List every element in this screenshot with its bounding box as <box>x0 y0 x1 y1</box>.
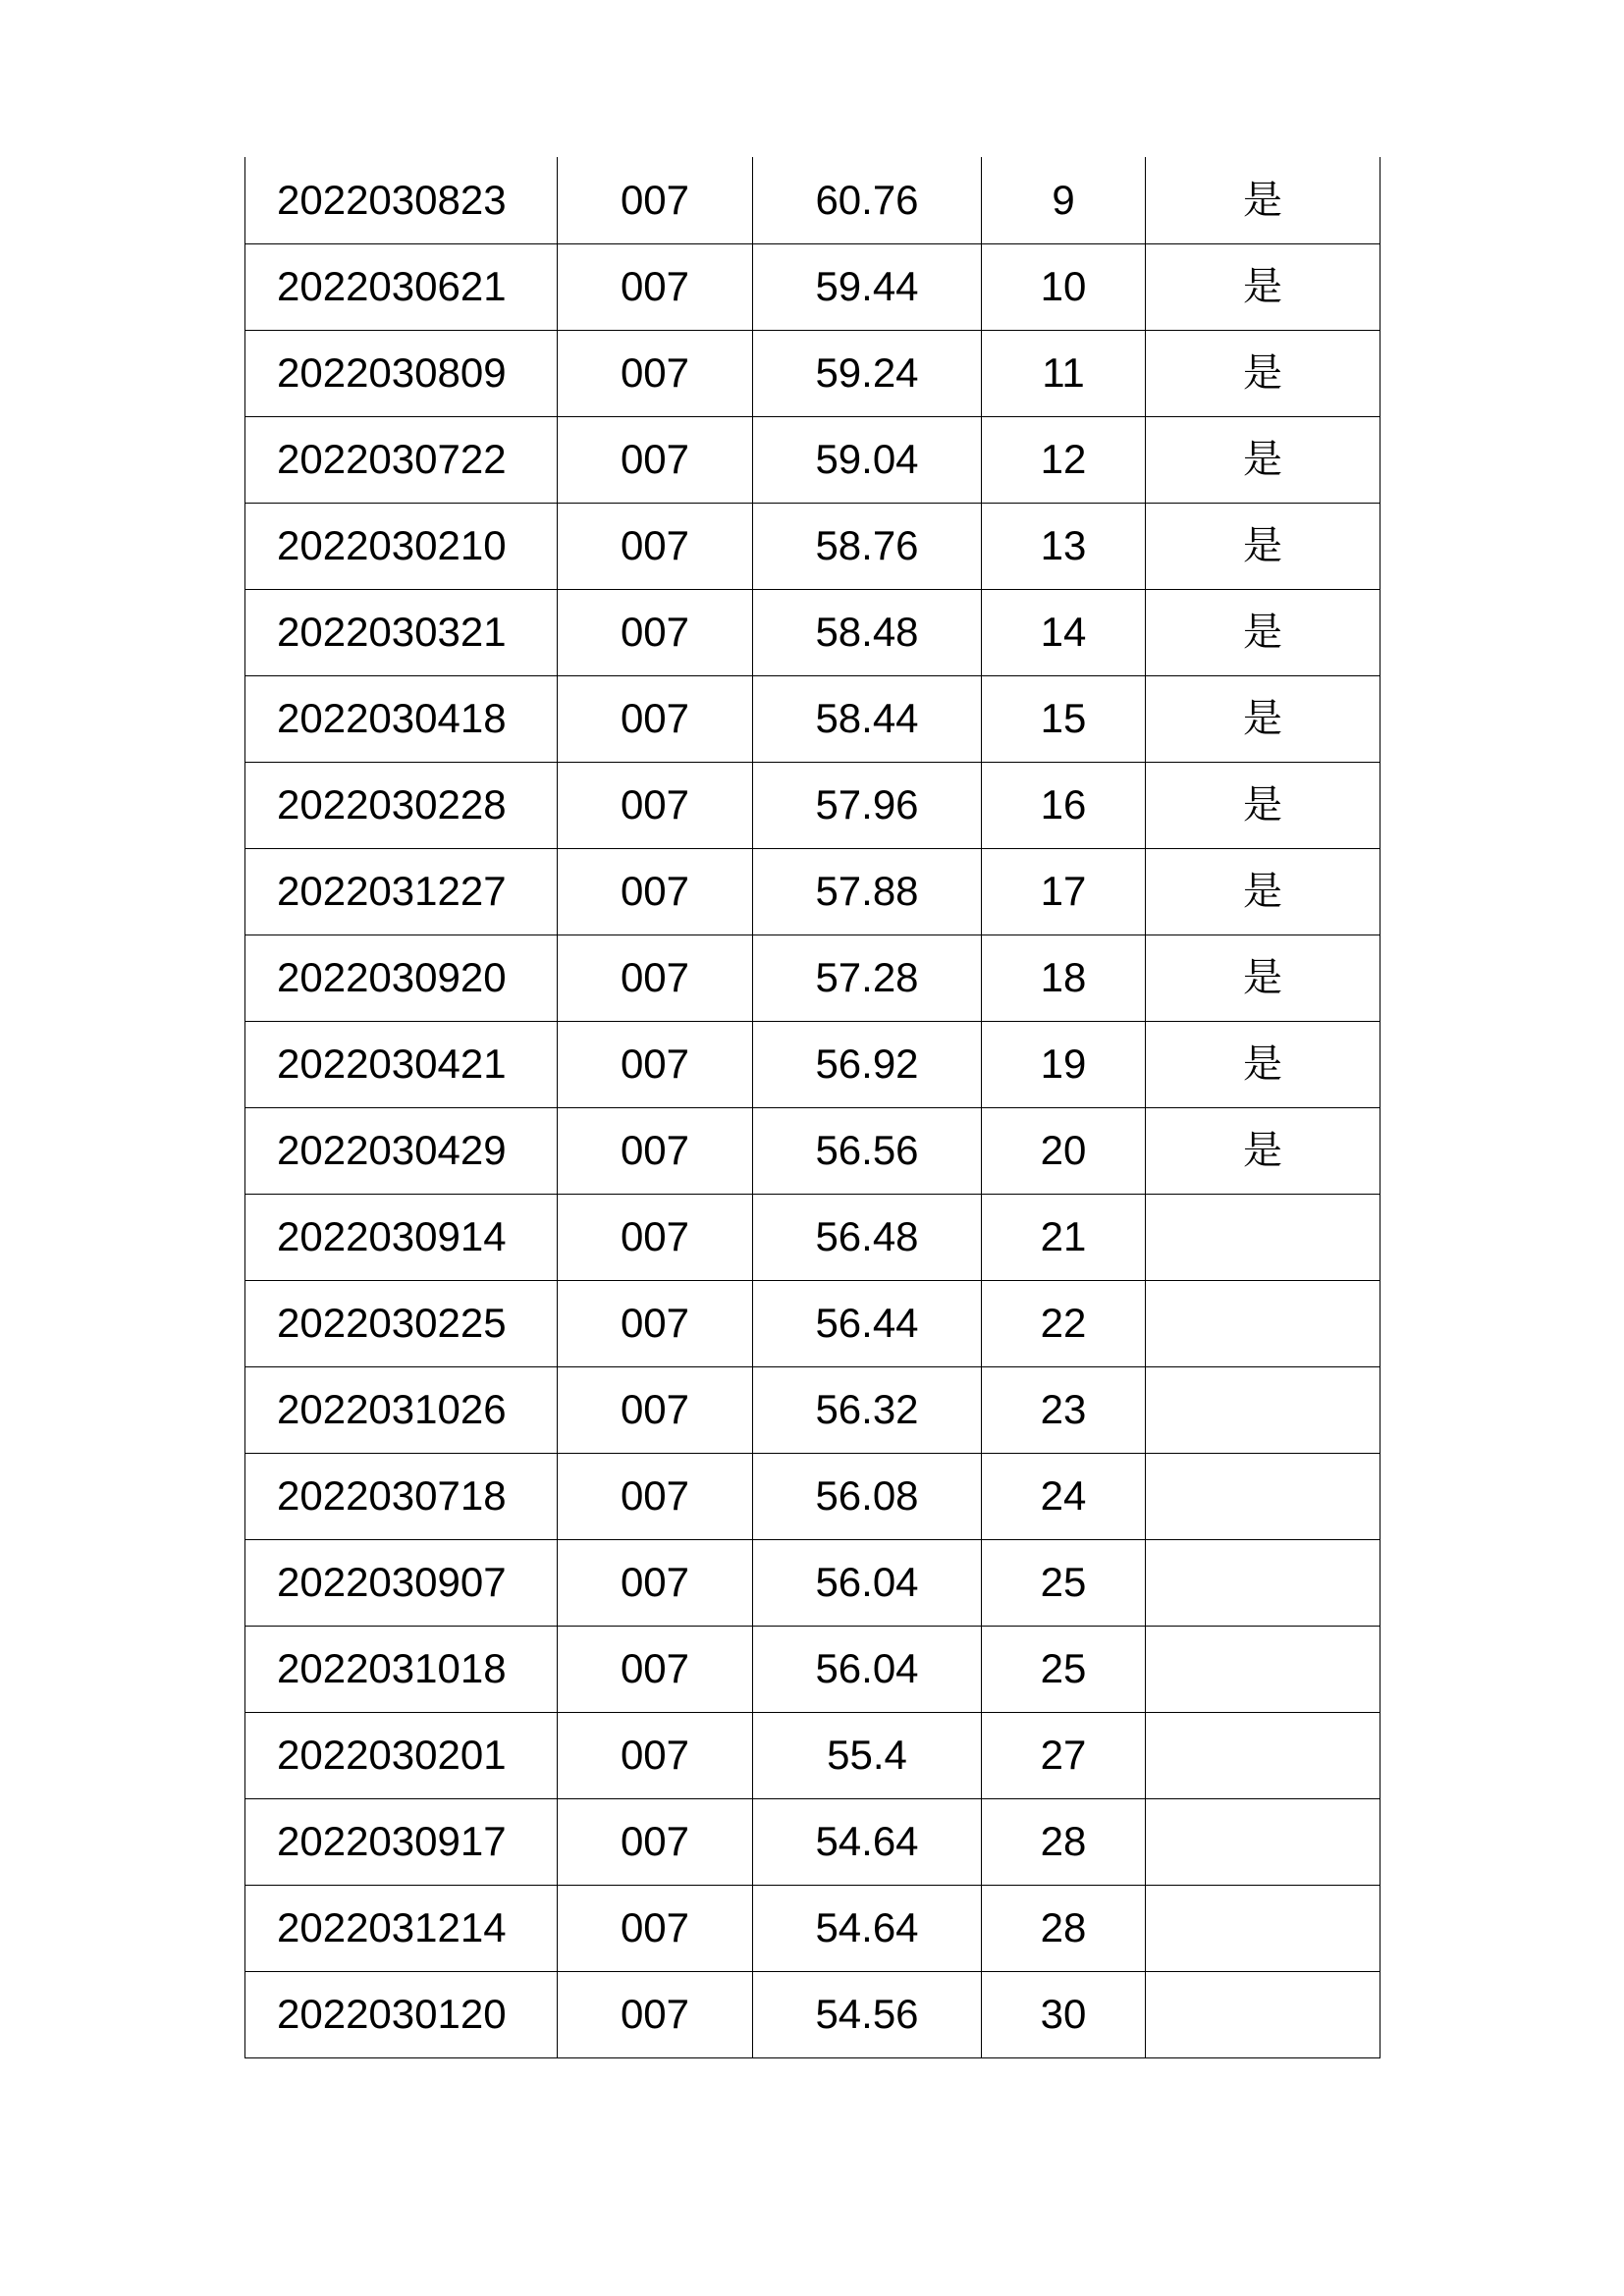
table-row <box>245 848 1380 934</box>
candidate-id-cell: 2022030722 <box>245 416 558 503</box>
candidate-id-cell: 2022030917 <box>245 1798 558 1885</box>
selected-flag-cell: 是 <box>1146 762 1380 848</box>
score-cell: 56.04 <box>753 1626 982 1712</box>
table-row <box>245 1021 1380 1107</box>
score-cell: 54.64 <box>753 1885 982 1971</box>
score-cell: 56.48 <box>753 1194 982 1280</box>
table-row <box>245 1107 1380 1194</box>
table-row <box>245 416 1380 503</box>
rank-cell: 30 <box>982 1971 1146 2057</box>
score-cell: 59.44 <box>753 243 982 330</box>
table-row <box>245 1971 1380 2057</box>
table-row <box>245 1280 1380 1366</box>
selected-flag-cell: 是 <box>1146 848 1380 934</box>
position-code-cell: 007 <box>558 848 753 934</box>
table-row <box>245 1539 1380 1626</box>
rank-cell: 21 <box>982 1194 1146 1280</box>
position-code-cell: 007 <box>558 1194 753 1280</box>
rank-cell: 25 <box>982 1539 1146 1626</box>
rank-cell: 24 <box>982 1453 1146 1539</box>
score-cell: 56.04 <box>753 1539 982 1626</box>
candidate-id-cell: 2022030418 <box>245 675 558 762</box>
results-table-body <box>245 157 1380 2057</box>
position-code-cell: 007 <box>558 1539 753 1626</box>
candidate-id-cell: 2022030421 <box>245 1021 558 1107</box>
score-cell: 57.28 <box>753 934 982 1021</box>
position-code-cell: 007 <box>558 1366 753 1453</box>
rank-cell: 9 <box>982 157 1146 243</box>
score-cell: 58.48 <box>753 589 982 675</box>
position-code-cell: 007 <box>558 1107 753 1194</box>
score-cell: 59.24 <box>753 330 982 416</box>
rank-cell: 12 <box>982 416 1146 503</box>
selected-flag-cell <box>1146 1280 1380 1366</box>
rank-cell: 28 <box>982 1798 1146 1885</box>
table-row <box>245 1626 1380 1712</box>
selected-flag-cell: 是 <box>1146 416 1380 503</box>
rank-cell: 22 <box>982 1280 1146 1366</box>
table-row <box>245 1194 1380 1280</box>
position-code-cell: 007 <box>558 1280 753 1366</box>
score-cell: 55.4 <box>753 1712 982 1798</box>
selected-flag-cell <box>1146 1971 1380 2057</box>
candidate-id-cell: 2022030914 <box>245 1194 558 1280</box>
score-cell: 59.04 <box>753 416 982 503</box>
table-row <box>245 157 1380 243</box>
candidate-id-cell: 2022030321 <box>245 589 558 675</box>
candidate-id-cell: 2022030809 <box>245 330 558 416</box>
table-row <box>245 1885 1380 1971</box>
selected-flag-cell <box>1146 1885 1380 1971</box>
score-cell: 58.76 <box>753 503 982 589</box>
rank-cell: 23 <box>982 1366 1146 1453</box>
selected-flag-cell <box>1146 1626 1380 1712</box>
selected-flag-cell: 是 <box>1146 589 1380 675</box>
selected-flag-cell <box>1146 1453 1380 1539</box>
candidate-id-cell: 2022031227 <box>245 848 558 934</box>
table-row <box>245 589 1380 675</box>
selected-flag-cell: 是 <box>1146 243 1380 330</box>
table-row <box>245 762 1380 848</box>
selected-flag-cell: 是 <box>1146 675 1380 762</box>
candidate-id-cell: 2022030225 <box>245 1280 558 1366</box>
position-code-cell: 007 <box>558 1626 753 1712</box>
selected-flag-cell <box>1146 1194 1380 1280</box>
position-code-cell: 007 <box>558 589 753 675</box>
candidate-id-cell: 2022031026 <box>245 1366 558 1453</box>
rank-cell: 16 <box>982 762 1146 848</box>
rank-cell: 13 <box>982 503 1146 589</box>
score-cell: 57.88 <box>753 848 982 934</box>
score-cell: 56.08 <box>753 1453 982 1539</box>
candidate-id-cell: 2022031018 <box>245 1626 558 1712</box>
score-cell: 56.92 <box>753 1021 982 1107</box>
candidate-id-cell: 2022030907 <box>245 1539 558 1626</box>
rank-cell: 20 <box>982 1107 1146 1194</box>
candidate-id-cell: 2022030228 <box>245 762 558 848</box>
table-row <box>245 1712 1380 1798</box>
position-code-cell: 007 <box>558 243 753 330</box>
position-code-cell: 007 <box>558 1798 753 1885</box>
rank-cell: 25 <box>982 1626 1146 1712</box>
selected-flag-cell <box>1146 1712 1380 1798</box>
position-code-cell: 007 <box>558 1021 753 1107</box>
table-row <box>245 934 1380 1021</box>
table-row <box>245 503 1380 589</box>
rank-cell: 19 <box>982 1021 1146 1107</box>
table-row <box>245 243 1380 330</box>
position-code-cell: 007 <box>558 934 753 1021</box>
candidate-id-cell: 2022030823 <box>245 157 558 243</box>
position-code-cell: 007 <box>558 1453 753 1539</box>
table-row <box>245 1453 1380 1539</box>
selected-flag-cell: 是 <box>1146 157 1380 243</box>
selected-flag-cell: 是 <box>1146 1021 1380 1107</box>
position-code-cell: 007 <box>558 157 753 243</box>
position-code-cell: 007 <box>558 1712 753 1798</box>
selected-flag-cell <box>1146 1366 1380 1453</box>
rank-cell: 10 <box>982 243 1146 330</box>
candidate-id-cell: 2022030120 <box>245 1971 558 2057</box>
selected-flag-cell <box>1146 1539 1380 1626</box>
score-cell: 56.56 <box>753 1107 982 1194</box>
position-code-cell: 007 <box>558 503 753 589</box>
score-cell: 56.32 <box>753 1366 982 1453</box>
selected-flag-cell <box>1146 1798 1380 1885</box>
rank-cell: 28 <box>982 1885 1146 1971</box>
candidate-id-cell: 2022030621 <box>245 243 558 330</box>
table-row <box>245 1366 1380 1453</box>
selected-flag-cell: 是 <box>1146 1107 1380 1194</box>
position-code-cell: 007 <box>558 1885 753 1971</box>
position-code-cell: 007 <box>558 675 753 762</box>
candidate-id-cell: 2022031214 <box>245 1885 558 1971</box>
candidate-id-cell: 2022030920 <box>245 934 558 1021</box>
score-cell: 54.56 <box>753 1971 982 2057</box>
rank-cell: 15 <box>982 675 1146 762</box>
rank-cell: 14 <box>982 589 1146 675</box>
selected-flag-cell: 是 <box>1146 330 1380 416</box>
score-cell: 57.96 <box>753 762 982 848</box>
candidate-id-cell: 2022030210 <box>245 503 558 589</box>
position-code-cell: 007 <box>558 1971 753 2057</box>
position-code-cell: 007 <box>558 330 753 416</box>
rank-cell: 18 <box>982 934 1146 1021</box>
table-row <box>245 330 1380 416</box>
rank-cell: 27 <box>982 1712 1146 1798</box>
score-cell: 56.44 <box>753 1280 982 1366</box>
candidate-id-cell: 2022030429 <box>245 1107 558 1194</box>
selected-flag-cell: 是 <box>1146 934 1380 1021</box>
position-code-cell: 007 <box>558 762 753 848</box>
table-row <box>245 1798 1380 1885</box>
rank-cell: 11 <box>982 330 1146 416</box>
score-cell: 58.44 <box>753 675 982 762</box>
candidate-id-cell: 2022030201 <box>245 1712 558 1798</box>
candidate-id-cell: 2022030718 <box>245 1453 558 1539</box>
selected-flag-cell: 是 <box>1146 503 1380 589</box>
results-table <box>244 157 1380 2058</box>
table-row <box>245 675 1380 762</box>
position-code-cell: 007 <box>558 416 753 503</box>
rank-cell: 17 <box>982 848 1146 934</box>
score-cell: 60.76 <box>753 157 982 243</box>
score-cell: 54.64 <box>753 1798 982 1885</box>
